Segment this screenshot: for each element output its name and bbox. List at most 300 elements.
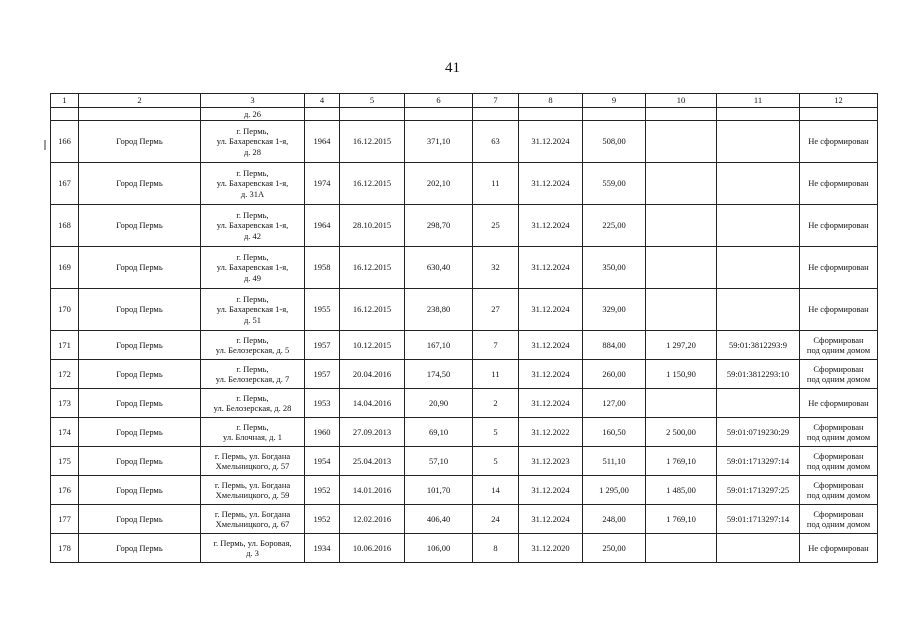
cell-deadline — [519, 163, 583, 205]
cell-text: 371,10 — [426, 136, 451, 147]
cell-build-year — [305, 205, 340, 247]
cell-text: г. Пермь, ул. Белозерская, д. 7 — [215, 363, 290, 384]
cell-area-total — [583, 121, 646, 163]
cell-land-status — [800, 289, 878, 331]
cell-build-year — [305, 418, 340, 447]
cell-address — [201, 163, 305, 205]
cell-land-status — [800, 331, 878, 360]
cell-date — [340, 331, 405, 360]
cell-residents — [473, 205, 519, 247]
column-header-12: 12 — [800, 94, 878, 108]
cell-date — [340, 534, 405, 563]
cell-text: Город Пермь — [116, 484, 163, 495]
cell-text: Город Пермь — [116, 262, 163, 273]
cell-text: 1 297,20 — [666, 339, 696, 350]
cell-text: 27.09.2013 — [352, 426, 392, 437]
cell-municipality — [79, 205, 201, 247]
cell-land-area — [646, 447, 717, 476]
cell-text: 28.10.2015 — [352, 220, 392, 231]
cell-text: г. Пермь, ул. Белозерская, д. 28 — [213, 392, 292, 413]
cell-text: 329,00 — [602, 304, 626, 315]
cell-text: Не сформирован — [808, 397, 869, 408]
cell-text: 101,70 — [426, 484, 451, 495]
cell-text: 1 150,90 — [666, 368, 696, 379]
cell-date — [340, 163, 405, 205]
cell-text: 25.04.2013 — [352, 455, 392, 466]
cell-address — [201, 360, 305, 389]
cell-residents — [473, 418, 519, 447]
cell-text: 1 295,00 — [599, 484, 629, 495]
table-row — [51, 447, 878, 476]
cell-text: 14.01.2016 — [352, 484, 392, 495]
cell-land-area — [646, 534, 717, 563]
cell-address — [201, 247, 305, 289]
cell-land-area — [646, 289, 717, 331]
cell-date — [340, 476, 405, 505]
table-row — [51, 476, 878, 505]
cell-text: г. Пермь, ул. Бахаревская 1-я, д. 51 — [216, 293, 289, 325]
cell-date — [340, 205, 405, 247]
cell-row-number — [51, 389, 79, 418]
cell-text: Сформирован под одним домом — [806, 363, 871, 384]
cell-cadastral-number — [717, 205, 800, 247]
cell-build-year — [305, 121, 340, 163]
cell-build-year — [305, 331, 340, 360]
cell-municipality — [79, 476, 201, 505]
cell-land-status — [800, 247, 878, 289]
page-number: 41 — [445, 60, 460, 76]
cell-cadastral-number — [717, 108, 800, 121]
cell-area-total — [583, 360, 646, 389]
column-header-11: 11 — [717, 94, 800, 108]
cell-cadastral-number — [717, 247, 800, 289]
cell-row-number — [51, 534, 79, 563]
table-row — [51, 331, 878, 360]
cell-text: 31.12.2024 — [531, 339, 570, 350]
cell-municipality — [79, 108, 201, 121]
cell-text: 31.12.2024 — [531, 484, 570, 495]
cell-text: г. Пермь, ул. Бахаревская 1-я, д. 42 — [216, 209, 289, 241]
cell-deadline — [519, 289, 583, 331]
cell-text: 106,00 — [426, 542, 451, 553]
cell-text: 1960 — [313, 426, 331, 437]
cell-area-total — [583, 331, 646, 360]
cell-text: 1964 — [313, 136, 331, 147]
cell-text: 27 — [491, 304, 500, 315]
cell-text: 11 — [491, 368, 500, 379]
cell-municipality — [79, 331, 201, 360]
cell-text: 166 — [58, 136, 71, 147]
column-header-10: 10 — [646, 94, 717, 108]
cell-land-area — [646, 418, 717, 447]
table-row — [51, 360, 878, 389]
cell-text: 32 — [491, 262, 500, 273]
cell-residents — [473, 247, 519, 289]
cell-area — [405, 108, 473, 121]
column-header-3: 3 — [201, 94, 305, 108]
cell-text: 167 — [58, 178, 71, 189]
cell-land-area — [646, 389, 717, 418]
cell-row-number — [51, 505, 79, 534]
cell-address — [201, 447, 305, 476]
cell-address — [201, 331, 305, 360]
cell-text: 1957 — [313, 339, 331, 350]
cell-land-status — [800, 447, 878, 476]
cell-address — [201, 289, 305, 331]
cell-area-total — [583, 247, 646, 289]
cell-text: 20,90 — [428, 397, 449, 408]
cell-text: 225,00 — [602, 220, 626, 231]
cell-build-year — [305, 108, 340, 121]
cell-date — [340, 418, 405, 447]
cell-text: 406,40 — [426, 513, 451, 524]
cell-land-status — [800, 505, 878, 534]
cell-deadline — [519, 247, 583, 289]
cell-text: 1974 — [313, 178, 331, 189]
cell-text: 298,70 — [426, 220, 451, 231]
table-row — [51, 418, 878, 447]
table-row — [51, 205, 878, 247]
cell-address — [201, 418, 305, 447]
cell-area-total — [583, 418, 646, 447]
column-header-9: 9 — [583, 94, 646, 108]
housing-register-table — [50, 93, 878, 563]
cell-text: 160,50 — [602, 426, 626, 437]
cell-row-number — [51, 121, 79, 163]
cell-text: Сформирован под одним домом — [806, 334, 871, 355]
table-row — [51, 505, 878, 534]
cell-text: 1954 — [313, 455, 331, 466]
cell-text: 1953 — [313, 397, 331, 408]
cell-area — [405, 247, 473, 289]
cell-text: 1952 — [313, 513, 331, 524]
cell-residents — [473, 108, 519, 121]
cell-residents — [473, 389, 519, 418]
cell-residents — [473, 360, 519, 389]
cell-text: 350,00 — [602, 262, 626, 273]
cell-text: Город Пермь — [116, 178, 163, 189]
table-row — [51, 247, 878, 289]
cell-text: Город Пермь — [116, 220, 163, 231]
column-number-row — [51, 94, 878, 108]
cell-text: 31.12.2024 — [531, 397, 570, 408]
cell-cadastral-number — [717, 331, 800, 360]
cell-municipality — [79, 289, 201, 331]
cell-text: Сформирован под одним домом — [806, 450, 871, 471]
table-body — [51, 108, 878, 563]
cell-row-number — [51, 331, 79, 360]
cell-residents — [473, 163, 519, 205]
column-header-8: 8 — [519, 94, 583, 108]
cell-text: 59:01:1713297:14 — [726, 455, 790, 466]
cell-text: 16.12.2015 — [352, 178, 392, 189]
cell-address — [201, 205, 305, 247]
cell-build-year — [305, 247, 340, 289]
cell-text: 59:01:3812293:10 — [726, 368, 790, 379]
cell-row-number — [51, 360, 79, 389]
cell-text: Город Пермь — [116, 368, 163, 379]
cell-row-number — [51, 205, 79, 247]
cell-text: 16.12.2015 — [352, 304, 392, 315]
cell-text: Город Пермь — [116, 542, 163, 553]
cell-cadastral-number — [717, 163, 800, 205]
cell-build-year — [305, 389, 340, 418]
cell-text: 174 — [58, 426, 71, 437]
cell-text: 238,80 — [426, 304, 451, 315]
cell-area-total — [583, 505, 646, 534]
cell-cadastral-number — [717, 360, 800, 389]
cell-text: 1952 — [313, 484, 331, 495]
cell-text: 173 — [58, 397, 71, 408]
cell-municipality — [79, 121, 201, 163]
cell-text: 1 769,10 — [666, 455, 696, 466]
cell-address — [201, 389, 305, 418]
cell-address — [201, 121, 305, 163]
cell-text: 177 — [58, 513, 71, 524]
cell-text: Не сформирован — [808, 220, 869, 231]
cell-text: 31.12.2024 — [531, 368, 570, 379]
cell-build-year — [305, 360, 340, 389]
cell-municipality — [79, 163, 201, 205]
cell-area-total — [583, 534, 646, 563]
cell-text: 7 — [493, 339, 498, 350]
cell-text: Город Пермь — [116, 513, 163, 524]
cell-deadline — [519, 121, 583, 163]
cell-text: 1934 — [313, 542, 331, 553]
cell-text: 559,00 — [602, 178, 626, 189]
cell-text: 24 — [491, 513, 500, 524]
cell-text: Город Пермь — [116, 136, 163, 147]
cell-text: 31.12.2020 — [531, 542, 570, 553]
cell-address — [201, 534, 305, 563]
column-header-2: 2 — [79, 94, 201, 108]
cell-text: 1964 — [313, 220, 331, 231]
cell-land-status — [800, 121, 878, 163]
cell-text: Город Пермь — [116, 455, 163, 466]
cell-text: 8 — [493, 542, 498, 553]
table-header — [51, 94, 878, 108]
column-header-7: 7 — [473, 94, 519, 108]
cell-text: 69,10 — [428, 426, 449, 437]
cell-text: 1 485,00 — [666, 484, 696, 495]
cell-municipality — [79, 389, 201, 418]
cell-text: 172 — [58, 368, 71, 379]
cell-text: г. Пермь, ул. Блочная, д. 1 — [223, 421, 282, 442]
cell-date — [340, 108, 405, 121]
cell-text: 1958 — [313, 262, 331, 273]
cell-deadline — [519, 418, 583, 447]
table-row — [51, 163, 878, 205]
cell-text: 1 769,10 — [666, 513, 696, 524]
cell-deadline — [519, 108, 583, 121]
cell-area-total — [583, 163, 646, 205]
column-header-4: 4 — [305, 94, 340, 108]
cell-residents — [473, 121, 519, 163]
cell-area — [405, 289, 473, 331]
cell-text: 169 — [58, 262, 71, 273]
cell-date — [340, 447, 405, 476]
cell-row-number — [51, 476, 79, 505]
cell-residents — [473, 331, 519, 360]
cell-cadastral-number — [717, 389, 800, 418]
cell-text: Не сформирован — [808, 304, 869, 315]
cell-text: Город Пермь — [116, 304, 163, 315]
table-row — [51, 389, 878, 418]
cell-text: Город Пермь — [116, 426, 163, 437]
cell-text: Не сформирован — [808, 136, 869, 147]
column-header-5: 5 — [340, 94, 405, 108]
cell-area — [405, 534, 473, 563]
cell-build-year — [305, 476, 340, 505]
cell-text: 25 — [491, 220, 500, 231]
cell-text: 14 — [491, 484, 500, 495]
cell-row-number — [51, 163, 79, 205]
cell-text: г. Пермь, ул. Бахаревская 1-я, д. 28 — [216, 125, 289, 157]
cell-date — [340, 389, 405, 418]
cell-deadline — [519, 389, 583, 418]
cell-land-status — [800, 534, 878, 563]
cell-area — [405, 418, 473, 447]
cell-row-number — [51, 418, 79, 447]
cell-area — [405, 163, 473, 205]
cell-area-total — [583, 205, 646, 247]
cell-area — [405, 331, 473, 360]
cell-text: 11 — [491, 178, 500, 189]
cell-build-year — [305, 447, 340, 476]
column-header-6: 6 — [405, 94, 473, 108]
cell-deadline — [519, 205, 583, 247]
cell-municipality — [79, 534, 201, 563]
cell-text: 31.12.2022 — [531, 426, 570, 437]
cell-area-total — [583, 389, 646, 418]
cell-text: 31.12.2024 — [531, 136, 570, 147]
cell-text: Сформирован под одним домом — [806, 508, 871, 529]
cell-land-area — [646, 360, 717, 389]
cell-land-status — [800, 108, 878, 121]
cell-cadastral-number — [717, 121, 800, 163]
cell-text: 31.12.2024 — [531, 220, 570, 231]
cell-residents — [473, 447, 519, 476]
cell-area — [405, 505, 473, 534]
cell-text: 248,00 — [602, 513, 626, 524]
cell-land-area — [646, 247, 717, 289]
cell-text: 5 — [493, 426, 498, 437]
cell-text: 630,40 — [426, 262, 451, 273]
cell-area — [405, 121, 473, 163]
cell-text: 31.12.2024 — [531, 304, 570, 315]
table-row — [51, 534, 878, 563]
cell-text: г. Пермь, ул. Богдана Хмельницкого, д. 59 — [214, 479, 291, 500]
cell-land-area — [646, 505, 717, 534]
cell-deadline — [519, 505, 583, 534]
cell-cadastral-number — [717, 534, 800, 563]
cell-land-area — [646, 163, 717, 205]
cell-text: г. Пермь, ул. Бахаревская 1-я, д. 31А — [216, 167, 289, 199]
cell-row-number — [51, 247, 79, 289]
cell-text: 174,50 — [426, 368, 451, 379]
cell-text: 1955 — [313, 304, 331, 315]
cell-text: 127,00 — [602, 397, 626, 408]
cell-text: 1957 — [313, 368, 331, 379]
cell-residents — [473, 505, 519, 534]
cell-deadline — [519, 360, 583, 389]
cell-build-year — [305, 289, 340, 331]
cell-text: 59:01:1713297:25 — [726, 484, 790, 495]
cell-text: 14.04.2016 — [352, 397, 392, 408]
cell-area-total — [583, 447, 646, 476]
cell-text: Сформирован под одним домом — [806, 479, 871, 500]
cell-land-status — [800, 360, 878, 389]
cell-address: д. 26 — [201, 108, 305, 121]
cell-area — [405, 476, 473, 505]
cell-land-area — [646, 331, 717, 360]
cell-build-year — [305, 505, 340, 534]
cell-deadline — [519, 534, 583, 563]
cell-build-year — [305, 163, 340, 205]
cell-text: 170 — [58, 304, 71, 315]
cell-land-status — [800, 205, 878, 247]
cell-municipality — [79, 447, 201, 476]
cell-residents — [473, 289, 519, 331]
cell-text: Не сформирован — [808, 542, 869, 553]
cell-land-area — [646, 205, 717, 247]
cell-date — [340, 289, 405, 331]
cell-text: Город Пермь — [116, 339, 163, 350]
cell-land-status — [800, 163, 878, 205]
cell-text: 10.06.2016 — [352, 542, 392, 553]
cell-text: 31.12.2024 — [531, 178, 570, 189]
cell-text: 178 — [58, 542, 71, 553]
cell-text: 16.12.2015 — [352, 262, 392, 273]
cell-text: 5 — [493, 455, 498, 466]
cell-row-number — [51, 289, 79, 331]
cell-municipality — [79, 360, 201, 389]
cell-cadastral-number — [717, 289, 800, 331]
cell-cadastral-number — [717, 505, 800, 534]
cell-area-total — [583, 289, 646, 331]
cell-text: г. Пермь, ул. Богдана Хмельницкого, д. 67 — [214, 508, 291, 529]
cell-cadastral-number — [717, 418, 800, 447]
cell-text: 63 — [491, 136, 500, 147]
cell-address — [201, 505, 305, 534]
cell-text: 31.12.2023 — [531, 455, 570, 466]
cell-text: Сформирован под одним домом — [806, 421, 871, 442]
cell-text: 31.12.2024 — [531, 513, 570, 524]
cell-text: 2 — [493, 397, 498, 408]
cell-area — [405, 205, 473, 247]
cell-text: 171 — [58, 339, 71, 350]
cell-text: 12.02.2016 — [352, 513, 392, 524]
cell-municipality — [79, 505, 201, 534]
cell-text: г. Пермь, ул. Богдана Хмельницкого, д. 57 — [214, 450, 291, 471]
cell-text: 511,10 — [602, 455, 626, 466]
cell-land-area — [646, 476, 717, 505]
table-row — [51, 289, 878, 331]
cell-text: 59:01:0719230:29 — [726, 426, 790, 437]
cell-text: 175 — [58, 455, 71, 466]
cell-text: 31.12.2024 — [531, 262, 570, 273]
cell-text: Не сформирован — [808, 178, 869, 189]
cell-text: 57,10 — [428, 455, 449, 466]
cell-cadastral-number — [717, 476, 800, 505]
cell-text: 168 — [58, 220, 71, 231]
cell-land-status — [800, 389, 878, 418]
cell-deadline — [519, 476, 583, 505]
cell-text: 508,00 — [602, 136, 626, 147]
cell-text: 16.12.2015 — [352, 136, 392, 147]
table-row-continuation — [51, 108, 878, 121]
cell-text: 59:01:1713297:14 — [726, 513, 790, 524]
